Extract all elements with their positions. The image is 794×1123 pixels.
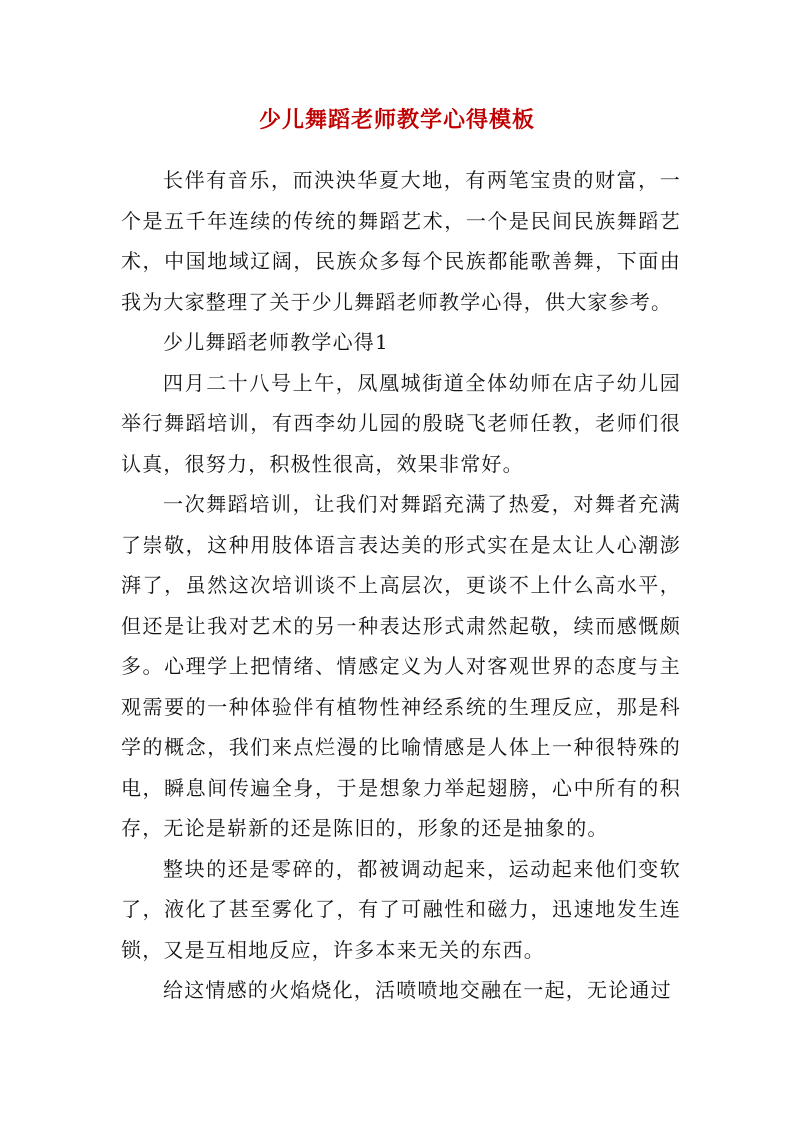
paragraph: 四月二十八号上午，凤凰城街道全体幼师在店子幼儿园举行舞蹈培训，有西李幼儿园的殷晓飞老师任教，老师们很认真，很努力，积极性很高，效果非常好。 [121,370,681,476]
paragraph: 整块的还是零碎的，都被调动起来，运动起来他们变软了，液化了甚至雾化了，有了可融性和磁力，迅速地发生连锁，又是互相地反应，许多本来无关的东西。 [121,856,681,962]
section-heading: 少儿舞蹈老师教学心得1 [163,330,389,354]
document-body [121,160,681,1011]
paragraph-intro: 长伴有音乐，而泱泱华夏大地，有两笔宝贵的财富，一个是五千年连续的传统的舞蹈艺术，一个是民间民族舞蹈艺术，中国地域辽阔，民族众多每个民族都能歌善舞，下面由我为大家整理了关于少儿舞蹈老师教学心得，供大家参考。 [121,168,681,314]
paragraph: 给这情感的火焰烧化，活喷喷地交融在一起，无论通过 [163,978,672,1002]
paragraph: 一次舞蹈培训，让我们对舞蹈充满了热爱，对舞者充满了崇敬，这种用肢体语言表达美的形式实在是太让人心潮澎湃了，虽然这次培训谈不上高层次，更谈不上什么高水平，但还是让我对艺术的另一种表达形式肃然起敬，续而感慨颇多。心理学上把情绪、情感定义为人对客观世界的态度与主观需要的一种体验伴有植物性神经系统的生理反应，那是科学的概念，我们来点烂漫的比喻情感是人体上一种很特殊的电，瞬息间传遍全身，于是想象力举起翅膀，心中所有的积存，无论是崭新的还是陈旧的，形象的还是抽象的。 [121,492,681,840]
document-title: 少儿舞蹈老师教学心得模板 [258,107,535,133]
